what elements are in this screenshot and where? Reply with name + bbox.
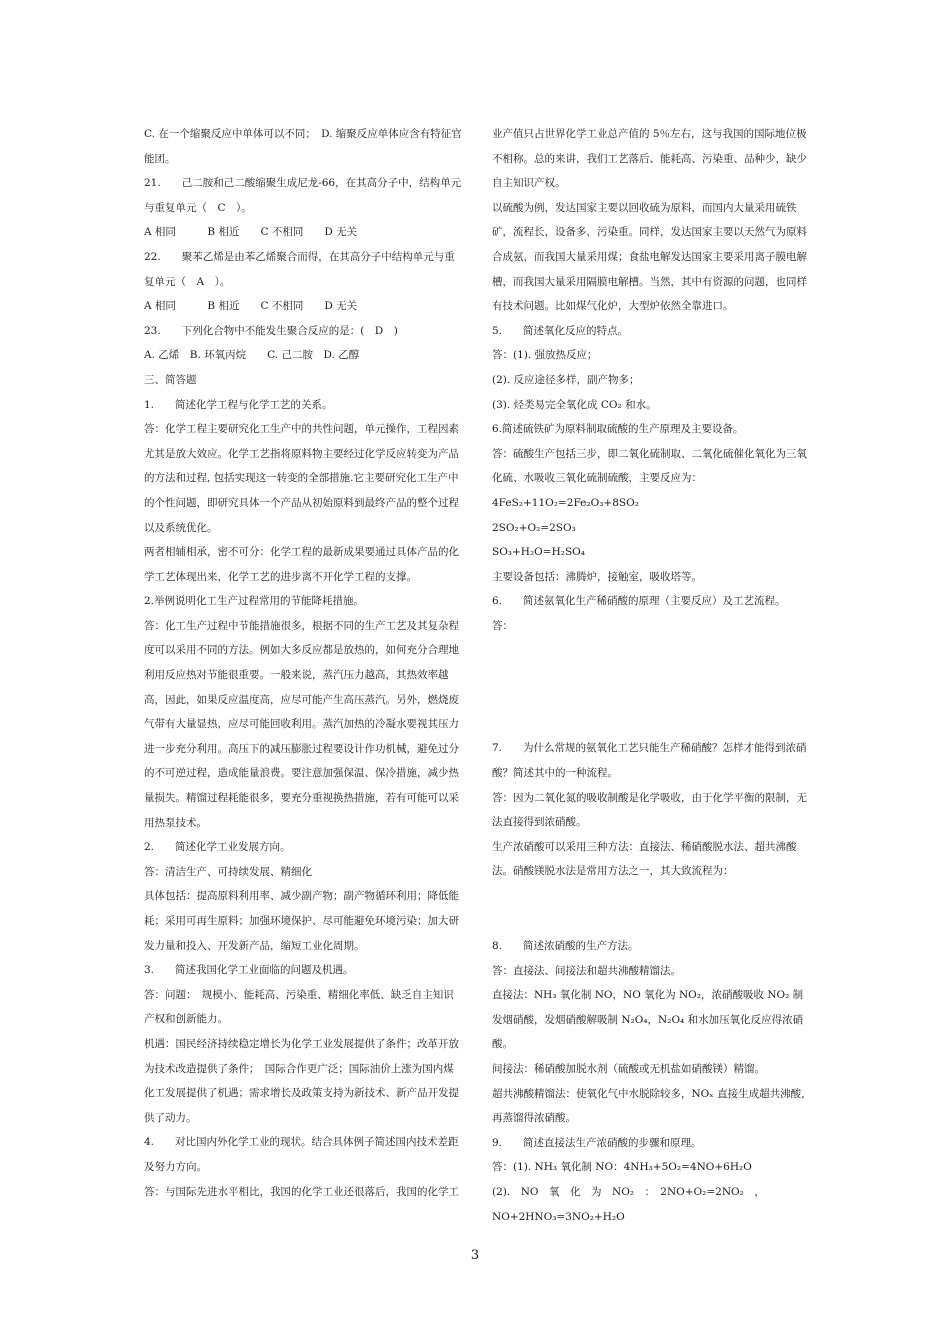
- options-23: A. 乙烯 B. 环氧丙烷 C. 己二胺 D. 乙醇: [144, 349, 360, 362]
- answer-paragraph: 业产值只占世界化学工业总产值的 5％左右，这与我国的国际地位极不相称。总的来讲，我们工艺落后、能耗高、污染重、品种少，缺少自主知识产权。: [492, 128, 807, 190]
- equation: 2SO₂+O₂=2SO₃: [492, 521, 576, 534]
- question-22: 22. 聚苯乙烯是由苯乙烯聚合而得，在其高分子中结构单元与重复单元（ A ）。: [144, 250, 455, 288]
- answer-paragraph: 答：化学工程主要研究化工生产中的共性问题，单元操作，工程因素尤其是放大效应。化学工艺指将原料物主要经过化学反应转变为产品的方法和过程, 包括实现这一转变的全部措施.它主要研究化工生产中的个性问题，即研究具体一个产品从初始原料到最终产品的整个过程以及系统优化。: [144, 423, 459, 534]
- section-heading: 三、简答题: [144, 373, 197, 386]
- short-question-3: 3. 简述我国化学工业面临的问题及机遇。: [144, 964, 354, 977]
- equation: 4FeS₂+11O₂=2Fe₂O₃+8SO₂: [492, 496, 639, 509]
- answer-paragraph: 超共沸酸精馏法：使氧化气中水脱除较多，NOₓ 直接生成超共沸酸，再蒸馏得浓硝酸。: [492, 1087, 812, 1125]
- answer-paragraph: 直接法：NH₃ 氧化制 NO，NO 氧化为 NO₂，浓硝酸吸收 NO₂ 制发烟硝酸，发烟硝酸解吸制 N₂O₄，N₂O₄ 和水加压氧化反应得浓硝酸。: [492, 989, 804, 1051]
- answer-paragraph: 答：化工生产过程中节能措施很多，根据不同的生产工艺及其复杂程度可以采用不同的方法。例如大多反应都是放热的，如何充分合理地利用反应热对节能很重要。一般来说，蒸汽压力越高，其热效率越高，因此，如果反应温度高，应尽可能产生高压蒸汽。另外，燃烧废气带有大量显热，应尽可能回收利用。蒸汽加热的冷凝水要视其压力进一步充分利用。高压下的减压膨胀过程要设计作功机械，避免过分的不可逆过程，造成能量浪费。要注意加强保温、保冷措施，减少热量损失。精馏过程耗能很多，要充分重视换热措施，若有可能可以采用热泵技术。: [144, 619, 459, 829]
- question-21: 21. 己二胺和己二酸缩聚生成尼龙-66，在其高分子中，结构单元与重复单元（ C ）。: [144, 177, 462, 214]
- short-question-7: 7. 为什么常规的氨氧化工艺只能生产稀硝酸？怎样才能得到浓硝酸？简述其中的一种流程。: [492, 742, 807, 780]
- equation-line: (2). NO 氧 化 为 NO₂ ： 2NO+O₂=2NO₂ ，NO+2HNO₃=3NO₂+H₂O: [492, 1185, 765, 1223]
- equation-line: 答：(1). NH₃ 氧化制 NO：4NH₃+5O₂=4NO+6H₂O: [492, 1161, 752, 1174]
- answer-paragraph: 生产浓硝酸可以采用三种方法：直接法、稀硝酸脱水法、超共沸酸法。硝酸镁脱水法是常用方法之一，其大致流程为：: [492, 840, 797, 878]
- short-question-2: 2.举例说明化工生产过程常用的节能降耗措施。: [144, 595, 365, 608]
- answer-paragraph: 答：因为二氧化氮的吸收制酸是化学吸收，由于化学平衡的限制，无法直接得到浓硝酸。: [492, 791, 807, 829]
- answer-label: 答：: [492, 619, 513, 632]
- right-column: [492, 122, 812, 1229]
- short-question-1: 1. 简述化学工程与化学工艺的关系。: [144, 398, 333, 411]
- equation: SO₃+H₂O=H₂SO₄: [492, 546, 585, 559]
- short-question-4: 4. 对比国内外化学工业的现状。结合具体例子简述国内技术差距及努力方向。: [144, 1136, 459, 1173]
- blank-space: [492, 638, 812, 736]
- answer-paragraph: 机遇：国民经济持续稳定增长为化学工业发展提供了条件；改革开放为技术改造提供了条件； 国际合作更广泛；国际油价上涨为国内煤化工发展提供了机遇；需求增长及政策支持为新技术、新产品开发提供了动力。: [144, 1037, 459, 1124]
- answer-paragraph: 以硫酸为例，发达国家主要以回收硫为原料，而国内大量采用硫铁矿，流程长，设备多，污染重。同样，发达国家主要以天然气为原料合成氨，而我国大量采用煤；食盐电解发达国家主要采用离子膜电解槽，而我国大量采用隔膜电解槽。当然，其中有资源的问题，也同样有技术问题。比如煤气化炉，大型炉依然全靠进口。: [492, 201, 807, 313]
- answer-paragraph: 答：硫酸生产包括三步，即二氧化硫制取、二氧化硫催化氧化为三氧化硫、水吸收三氧化硫制硫酸，主要反应为：: [492, 447, 807, 485]
- short-question-8: 8. 简述浓硝酸的生产方法。: [492, 940, 639, 953]
- left-column: [144, 122, 462, 1204]
- answer-line: 间接法：稀硝酸加脱水剂（硫酸或无机盐如硝酸镁）精馏。: [492, 1063, 765, 1075]
- short-question-6: 6.简述硫铁矿为原料制取硫酸的生产原理及主要设备。: [492, 423, 744, 436]
- answer-paragraph: 两者相辅相承，密不可分：化学工程的最新成果要通过具体产品的化学工艺体现出来，化学工艺的进步离不开化学工程的支撑。: [144, 546, 459, 583]
- options-21: A 相同 B 相近 C 不相同 D 无关: [144, 226, 358, 239]
- answer-paragraph: 答：问题： 规模小、能耗高、污染重、精细化率低、缺乏自主知识产权和创新能力。: [144, 988, 454, 1026]
- short-question-5: 5. 简述氧化反应的特点。: [492, 324, 629, 337]
- answer-line: (2). 反应途径多样，副产物多；: [492, 373, 640, 386]
- answer-line: 答：直接法、间接法和超共沸酸精馏法。: [492, 964, 681, 977]
- answer-line: 主要设备包括：沸腾炉，接触室，吸收塔等。: [492, 570, 702, 583]
- short-question-9: 9. 简述直接法生产浓硝酸的步骤和原理。: [492, 1136, 702, 1149]
- short-question-6b: 6. 简述氨氧化生产稀硝酸的原理（主要反应）及工艺流程。: [492, 595, 786, 608]
- page-number: 3: [470, 1248, 480, 1263]
- answer-paragraph: 答：与国际先进水平相比，我国的化学工业还很落后，我国的化学工: [144, 1185, 459, 1198]
- answer-paragraph: 具体包括：提高原料利用率、减少副产物；副产物循环利用；降低能耗；采用可再生原料；加强环境保护、尽可能避免环境污染；加大研发力量和投入、开发新产品，缩短工业化周期。: [144, 890, 459, 952]
- question-23: 23. 下列化合物中不能发生聚合反应的是：( D ): [144, 324, 398, 337]
- options-22: A 相同 B 相近 C 不相同 D 无关: [144, 300, 358, 313]
- paragraph: C. 在一个缩聚反应中单体可以不同； D. 缩聚反应单体应含有特征官能团。: [144, 128, 462, 165]
- short-question-2b: 2. 简述化学工业发展方向。: [144, 841, 291, 854]
- answer-line: (3). 烃类易完全氧化成 CO₂ 和水。: [492, 398, 657, 411]
- blank-space: [492, 884, 812, 934]
- answer-paragraph: 答：清洁生产、可持续发展、精细化: [144, 865, 312, 878]
- answer-line: 答：(1). 强放热反应；: [492, 349, 598, 362]
